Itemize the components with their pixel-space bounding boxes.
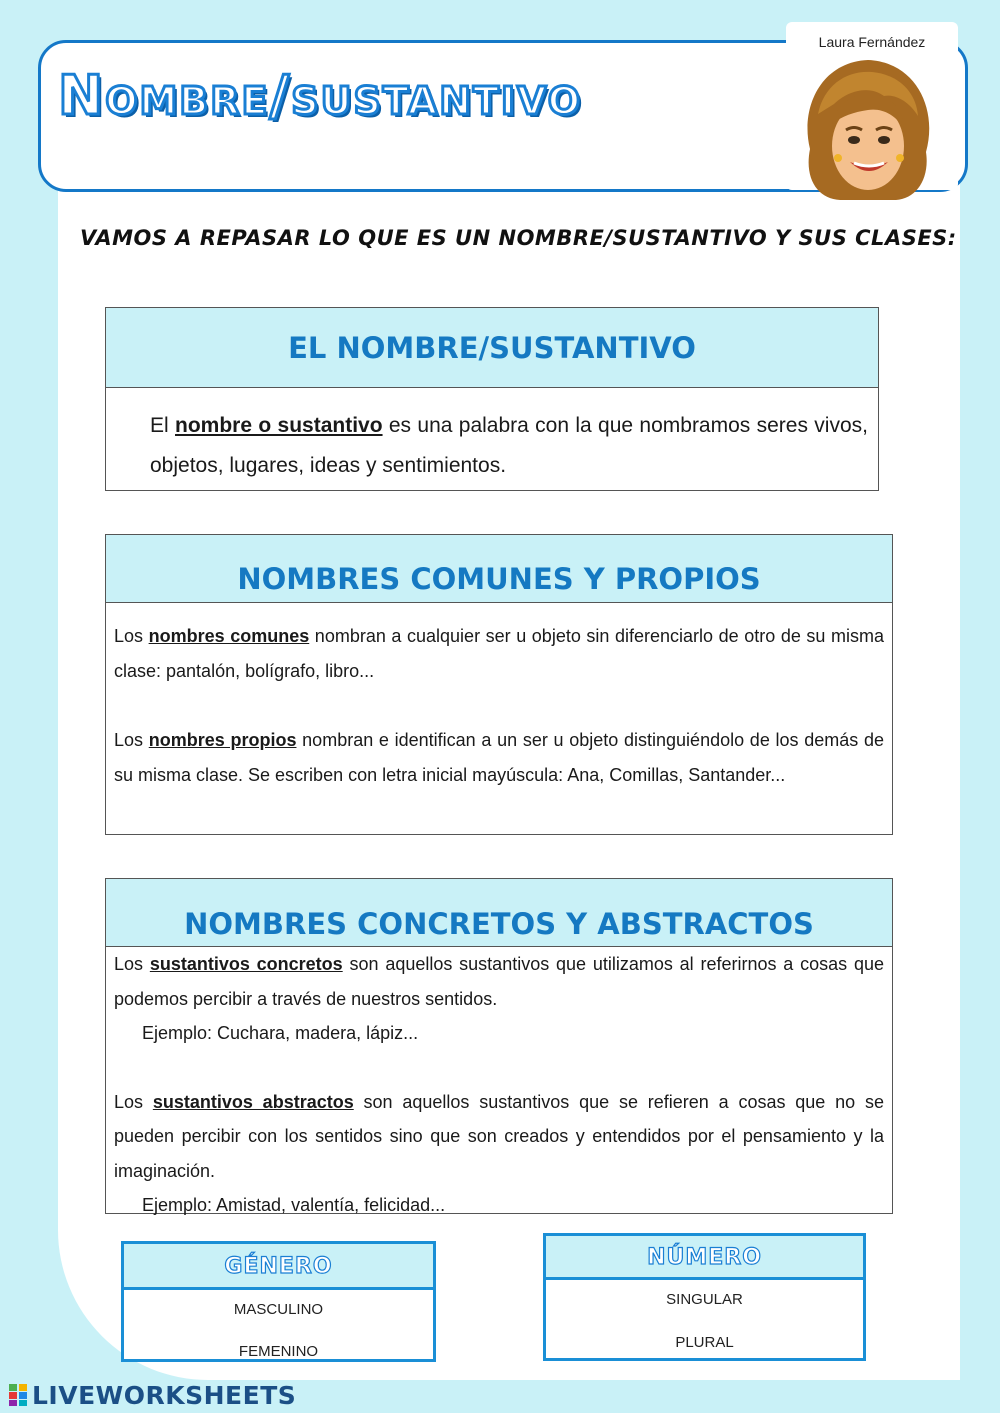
example-abstractos: Ejemplo: Amistad, valentía, felicidad...: [142, 1195, 446, 1215]
numero-title: NÚMERO: [546, 1236, 863, 1280]
paragraph-comunes: Los nombres comunes nombran a cualquier ser u objeto sin diferenciarlo de otro de su misma clase: pantalón, bolígrafo, libro...: [114, 626, 884, 681]
key-term: sustantivos abstractos: [152, 1091, 354, 1112]
author-card: [786, 22, 958, 190]
numero-box: [543, 1233, 866, 1361]
definition-paragraph: El nombre o sustantivo es una palabra con la que nombramos seres vivos, objetos, lugares, ideas y sentimientos.: [150, 414, 868, 477]
key-term: nombres comunes: [148, 626, 310, 646]
key-term: nombres propios: [148, 730, 297, 750]
numero-item-plural: PLURAL: [675, 1334, 734, 1351]
example-concretos: Ejemplo: Cuchara, madera, lápiz...: [142, 1023, 419, 1043]
genero-item-masculino: MASCULINO: [233, 1301, 324, 1318]
page-title: Nombre/sustantivo: [58, 64, 583, 127]
logo-icon: [8, 1383, 28, 1407]
card-title: NOMBRES CONCRETOS Y ABSTRACTOS: [106, 879, 892, 947]
intro-heading: VAMOS A REPASAR LO QUE ES UN NOMBRE/SUSTANTIVO Y SUS CLASES:: [80, 226, 957, 250]
card-el-nombre: [105, 307, 879, 491]
paragraph-propios: Los nombres propios nombran e identifican a un ser u objeto distinguiéndolo de los demás de su misma clase. Se escriben con letra inicial mayúscula: Ana, Comillas, Santander...: [114, 730, 885, 785]
card-body: [106, 603, 892, 793]
genero-item-femenino: FEMENINO: [238, 1343, 319, 1360]
logo-text: LIVEWORKSHEETS: [32, 1380, 297, 1410]
avatar: [798, 54, 938, 204]
author-name: Laura Fernández: [818, 34, 926, 50]
card-concretos-abstractos: [105, 878, 893, 1214]
card-body: [106, 947, 892, 1223]
genero-title: GÉNERO: [124, 1244, 433, 1290]
card-title: EL NOMBRE/SUSTANTIVO: [106, 308, 878, 388]
paragraph-concretos: Los sustantivos concretos son aquellos sustantivos que utilizamos al referirnos a cosas que podemos percibir a través de nuestros sentidos.: [114, 954, 884, 1009]
card-body: [106, 388, 878, 486]
numero-item-singular: SINGULAR: [666, 1291, 743, 1308]
card-comunes-propios: [105, 534, 893, 835]
key-term: nombre o sustantivo: [175, 414, 383, 437]
genero-box: [121, 1241, 436, 1362]
paragraph-abstractos: Los sustantivos abstractos son aquellos sustantivos que se refieren a cosas que no se pueden percibir con los sentidos sino que son creados y entendidos por el pensamiento y la imaginación.: [114, 1091, 884, 1181]
key-term: sustantivos concretos: [149, 954, 343, 974]
liveworksheets-logo[interactable]: [8, 1380, 296, 1410]
card-title: NOMBRES COMUNES Y PROPIOS: [106, 535, 892, 603]
